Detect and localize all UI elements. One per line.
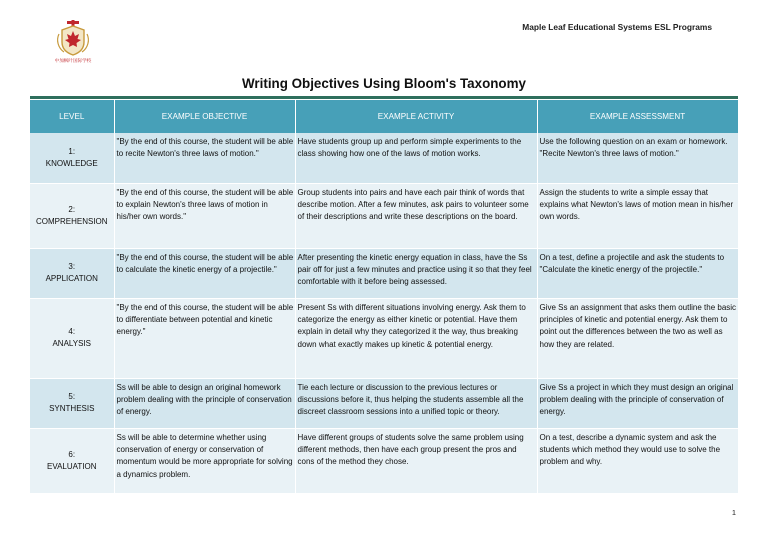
activity-cell: Have different groups of students solve the same problem using different methods, then have each group present the pros and cons of the method they chose. <box>295 428 537 493</box>
column-header-level: LEVEL <box>30 100 114 133</box>
level-name: SYNTHESIS <box>49 404 95 413</box>
activity-cell: Tie each lecture or discussion to the previous lectures or discussions before it, thus helping the students assemble all the discreet classroom sessions into a unified topic or theory. <box>295 378 537 428</box>
level-cell <box>30 378 114 428</box>
level-cell <box>30 183 114 248</box>
level-cell <box>30 428 114 493</box>
school-logo <box>50 20 96 66</box>
assessment-cell: Assign the students to write a simple essay that explains what Newton's laws of motion mean in his/her own words. <box>537 183 738 248</box>
level-name: KNOWLEDGE <box>45 158 98 168</box>
table-row <box>30 378 738 428</box>
column-header-assessment: EXAMPLE ASSESSMENT <box>537 100 738 133</box>
table-row <box>30 298 738 378</box>
objective-cell: Ss will be able to determine whether using conservation of energy or conservation of momentum would be more appropriate for solving a dynamics problem. <box>114 428 295 493</box>
assessment-cell: Use the following question on an exam or homework. "Recite Newton's three laws of motion." <box>537 133 738 183</box>
assessment-cell: On a test, define a projectile and ask the students to "Calculate the kinetic energy of the projectile." <box>537 248 738 298</box>
organization-name: Maple Leaf Educational Systems ESL Programs <box>522 22 712 32</box>
level-cell <box>30 133 114 183</box>
assessment-cell: Give Ss a project in which they must design an original problem dealing with the principle of conservation of energy. <box>537 378 738 428</box>
table-row <box>30 248 738 298</box>
svg-text:中加枫叶国际学校: 中加枫叶国际学校 <box>54 59 92 64</box>
level-name: COMPREHENSION <box>35 216 108 226</box>
assessment-cell: Give Ss an assignment that asks them outline the basic principles of kinetic and potential energy. Ask them to point out the differences between the two as well as how they are related. <box>537 298 738 378</box>
objective-cell: "By the end of this course, the student will be able to recite Newton's three laws of motion." <box>114 133 295 183</box>
assessment-cell: On a test, describe a dynamic system and ask the students which method they would use to solve the problem and why. <box>537 428 738 493</box>
table-header-row <box>30 100 738 133</box>
objective-cell: Ss will be able to design an original homework problem dealing with the principle of conservation of energy. <box>114 378 295 428</box>
level-cell <box>30 298 114 378</box>
objective-cell: "By the end of this course, the student will be able to explain Newton's three laws of motion in his/her own words." <box>114 183 295 248</box>
document-title: Writing Objectives Using Bloom's Taxonomy <box>242 76 526 91</box>
activity-cell: Present Ss with different situations involving energy. Ask them to categorize the energy as either kinetic or potential. Have them explain in detail why they categorized it the way, thus breaking down what exactly makes up kinetic & potential energy. <box>295 298 537 378</box>
level-number: 1: <box>68 146 76 156</box>
table-row <box>30 428 738 493</box>
maple-leaf-emblem-icon <box>50 20 96 66</box>
level-cell <box>30 248 114 298</box>
level-number: 5: <box>68 392 76 401</box>
title-rule <box>30 96 738 99</box>
activity-cell: After presenting the kinetic energy equation in class, have the Ss pair off for just a few minutes and practice using it so that they feel comfortable with it before being assessed. <box>295 248 537 298</box>
table-row <box>30 133 738 183</box>
level-name: APPLICATION <box>45 274 98 283</box>
level-number: 6: <box>68 449 76 459</box>
objective-cell: "By the end of this course, the student will be able to calculate the kinetic energy of a projectile." <box>114 248 295 298</box>
blooms-taxonomy-table <box>30 100 739 494</box>
activity-cell: Have students group up and perform simple experiments to the class showing how one of the laws of motion works. <box>295 133 537 183</box>
table-row <box>30 183 738 248</box>
level-number: 3: <box>68 262 76 271</box>
activity-cell: Group students into pairs and have each pair think of words that describe motion. After a few minutes, ask pairs to volunteer some of their descriptions and write these descriptions on the board. <box>295 183 537 248</box>
column-header-objective: EXAMPLE OBJECTIVE <box>114 100 295 133</box>
level-number: 2: <box>68 204 76 214</box>
level-number: 4: <box>68 327 76 336</box>
objective-cell: "By the end of this course, the student will be able to differentiate between potential and kinetic energy." <box>114 298 295 378</box>
page-number: 1 <box>731 508 736 517</box>
column-header-activity: EXAMPLE ACTIVITY <box>295 100 537 133</box>
level-name: EVALUATION <box>47 461 97 471</box>
level-name: ANALYSIS <box>52 339 92 348</box>
